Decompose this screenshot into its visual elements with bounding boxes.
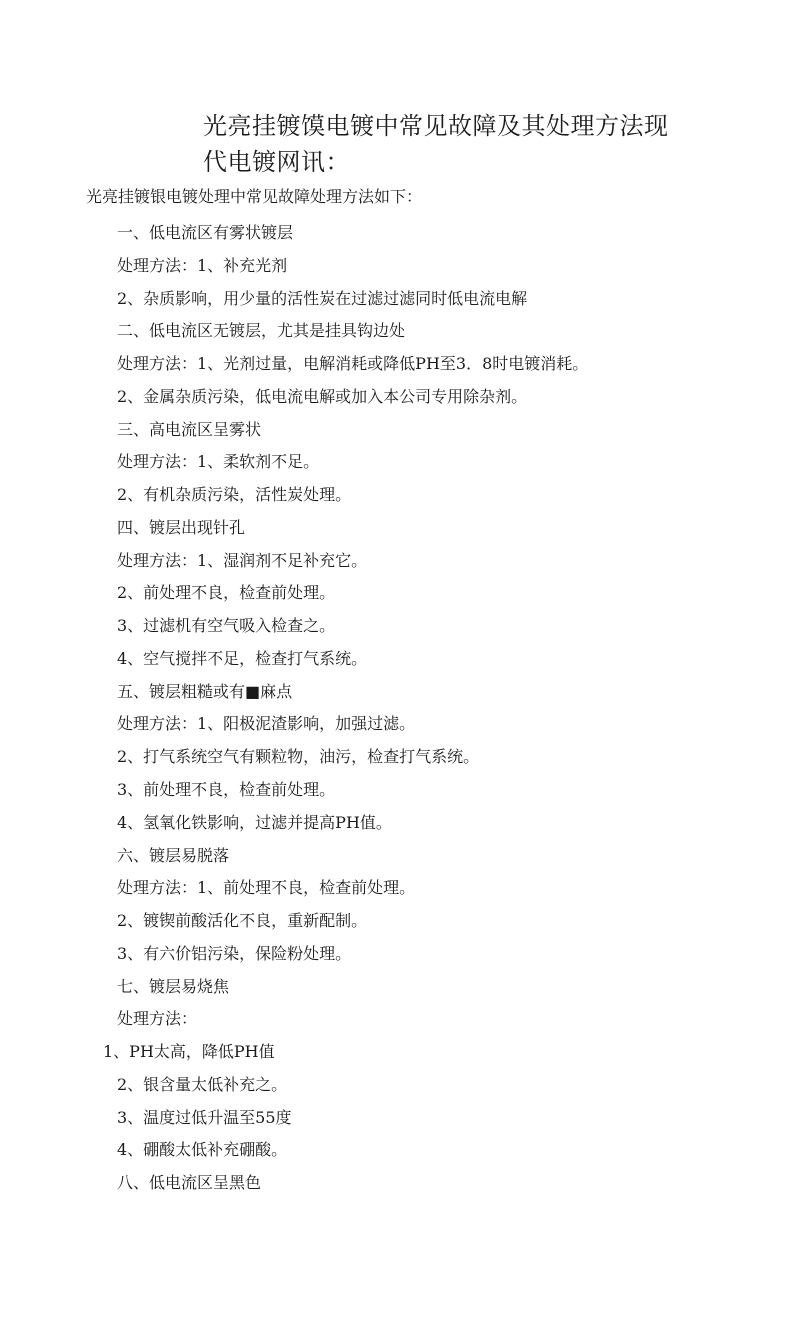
section-heading: 二、低电流区无镀层，尤其是挂具钩边处: [117, 321, 406, 341]
list-item: 处理方法：1、湿润剂不足补充它。: [117, 550, 368, 570]
section-heading: 五、镀层粗糙或有■麻点: [117, 681, 293, 701]
list-item: 2、打气系统空气有颗粒物，油污，检查打气系统。: [117, 747, 480, 767]
list-item: 3、过滤机有空气吸入检查之。: [117, 616, 336, 636]
list-item: 3、有六价铝污染，保险粉处理。: [117, 943, 352, 963]
list-item: 2、银含量太低补充之。: [117, 1074, 288, 1094]
list-item: 4、空气搅拌不足，检查打气系统。: [117, 648, 368, 668]
list-item: 处理方法：1、补充光剂: [117, 255, 288, 275]
list-item: 3、前处理不良，检查前处理。: [117, 780, 336, 800]
list-item: 2、前处理不良，检查前处理。: [117, 583, 336, 603]
list-item: 2、镀锲前酸活化不良，重新配制。: [117, 911, 368, 931]
list-item: 处理方法：: [117, 1009, 198, 1029]
list-item: 2、金属杂质污染，低电流电解或加入本公司专用除杂剂。: [117, 386, 528, 406]
list-item: 1、PH太高，降低PH值: [103, 1042, 275, 1062]
list-item: 2、杂质影响，用少量的活性炭在过滤过滤同时低电流电解: [117, 288, 528, 308]
list-item: 4、硼酸太低补充硼酸。: [117, 1140, 288, 1160]
section-heading: 六、镀层易脱落: [117, 845, 230, 865]
section-heading: 七、镀层易烧焦: [117, 976, 230, 996]
list-item: 处理方法：1、前处理不良，检查前处理。: [117, 878, 416, 898]
section-heading: 八、低电流区呈黑色: [117, 1173, 262, 1193]
troubleshooting-list: [0, 217, 800, 1200]
list-item: 2、有机杂质污染，活性炭处理。: [117, 485, 352, 505]
list-item: 处理方法：1、柔软剂不足。: [117, 452, 320, 472]
section-heading: 三、高电流区呈雾状: [117, 419, 262, 439]
document-title: 光亮挂镀馍电镀中常见故障及其处理方法现代电镀网讯：: [203, 112, 669, 176]
list-item: 3、温度过低升温至55度: [117, 1107, 292, 1127]
list-item: 处理方法：1、阳极泥渣影响，加强过滤。: [117, 714, 416, 734]
intro-paragraph: 光亮挂镀银电镀处理中常见故障处理方法如下：: [86, 187, 423, 206]
section-heading: 四、镀层出现针孔: [117, 517, 246, 537]
list-item: 4、氢氧化铁影响，过滤并提高PH值。: [117, 812, 392, 832]
section-heading: 一、低电流区有雾状镀层: [117, 223, 294, 242]
list-item: 处理方法：1、光剂过量，电解消耗或降低PH至3．8时电镀消耗。: [117, 354, 589, 374]
